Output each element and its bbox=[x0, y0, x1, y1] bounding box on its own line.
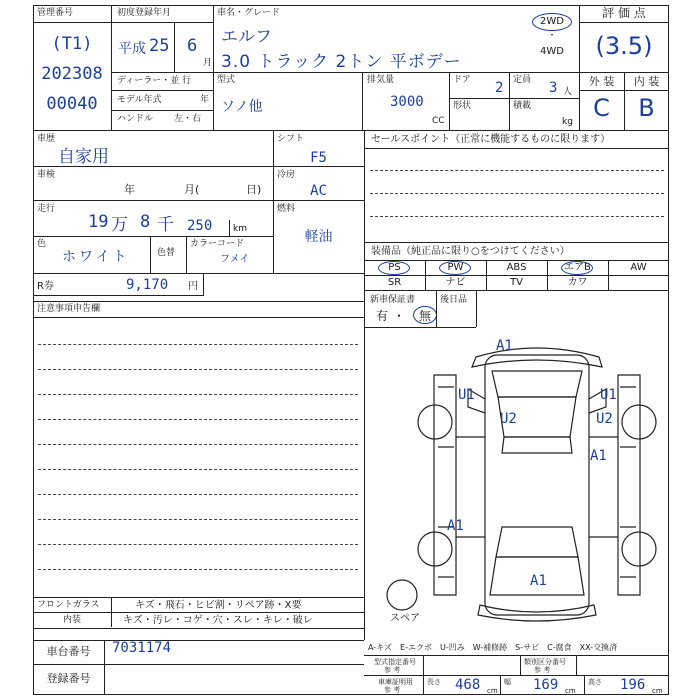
sekisai-unit: kg bbox=[562, 117, 573, 127]
notes-line bbox=[38, 469, 358, 470]
equipment-item: ABS bbox=[506, 262, 527, 273]
shaken-year: 年 bbox=[124, 183, 135, 196]
equipment-item: エアB bbox=[564, 262, 591, 273]
mileage-unit: km bbox=[233, 224, 247, 234]
divider bbox=[213, 72, 579, 73]
divider bbox=[273, 166, 364, 167]
color-code-label: カラーコード bbox=[190, 239, 245, 249]
damage-legend: A-キズ E-エクボ U-凹み W-補修跡 S-サビ C-腐食 XX-交換済 bbox=[368, 643, 618, 652]
interior-value-row: キズ・汚レ・コゲ・穴・スレ・キレ・破レ bbox=[123, 615, 313, 626]
color-code-value: フメイ bbox=[220, 254, 250, 265]
divider bbox=[104, 640, 105, 695]
divider bbox=[449, 72, 450, 130]
divider bbox=[33, 22, 111, 23]
teiin-label: 定員 bbox=[513, 75, 532, 85]
exterior-value: C bbox=[593, 94, 610, 122]
interior-value: B bbox=[638, 94, 655, 122]
divider bbox=[33, 664, 364, 665]
equipment-item: PS bbox=[388, 262, 401, 273]
kanri-num1: 202308 bbox=[41, 64, 103, 84]
irogae-label: 色替 bbox=[157, 248, 176, 258]
dealer-label: ディーラー・並 行 bbox=[117, 76, 192, 86]
damage-mark: A1 bbox=[496, 338, 513, 354]
sanko-1: 参 考 bbox=[384, 666, 401, 674]
ac-label: 冷房 bbox=[277, 170, 296, 180]
shareki-value: 自家用 bbox=[58, 147, 109, 167]
divider bbox=[174, 22, 175, 72]
vehicle-diagram bbox=[364, 327, 669, 640]
score-value: (3.5) bbox=[595, 32, 653, 60]
front-glass-value: キズ・飛石・ヒビ割・リペア跡・X要 bbox=[135, 600, 302, 611]
notes-line bbox=[38, 369, 358, 370]
divider bbox=[33, 200, 273, 201]
month: 6 bbox=[187, 36, 198, 56]
katashiki-label: 型式 bbox=[217, 75, 236, 85]
damage-mark: U1 bbox=[600, 387, 617, 403]
equipment-circle bbox=[378, 261, 410, 275]
teiin-unit: 人 bbox=[563, 87, 573, 97]
ruibetsu-label: 類別区分番号 bbox=[524, 658, 566, 666]
keijo-label: 形状 bbox=[453, 101, 472, 111]
ac-value: AC bbox=[310, 183, 327, 199]
divider bbox=[111, 72, 213, 73]
divider bbox=[362, 72, 363, 130]
divider bbox=[111, 5, 112, 130]
sekisai-label: 積載 bbox=[513, 101, 532, 111]
year-unit: 年 bbox=[200, 95, 210, 105]
r-ken-value: 9,170 bbox=[126, 277, 169, 293]
notes-line bbox=[38, 519, 358, 520]
divider bbox=[33, 640, 364, 641]
length-value: 468 bbox=[455, 677, 481, 693]
notes-line bbox=[38, 544, 358, 545]
warranty-nashi: 無 bbox=[418, 309, 431, 323]
divider bbox=[364, 290, 669, 291]
equipment-item: PW bbox=[447, 262, 464, 273]
sales-line bbox=[370, 216, 664, 217]
notes-line bbox=[38, 394, 358, 395]
divider bbox=[476, 290, 477, 327]
damage-mark: A1 bbox=[590, 448, 607, 464]
aftermarket-label: 後日品 bbox=[440, 295, 468, 305]
equipment-circle bbox=[561, 261, 593, 275]
height-value: 196 bbox=[620, 677, 646, 693]
chassis-value: 7031174 bbox=[112, 640, 172, 656]
divider bbox=[111, 22, 213, 23]
divider bbox=[33, 628, 364, 629]
mileage-man: 万 bbox=[111, 215, 128, 235]
first-reg-label: 初度登録年月 bbox=[117, 8, 172, 18]
divider bbox=[364, 260, 669, 261]
grade: 3.0 トラック 2トン 平ボデー bbox=[221, 52, 462, 72]
divider bbox=[436, 290, 437, 327]
equipment-item: カワ bbox=[567, 277, 588, 288]
shift-label: シフト bbox=[277, 134, 305, 144]
sales-point-label: セールスポイント（正常に機能するものに限ります） bbox=[371, 134, 611, 145]
interior-label: 内 装 bbox=[633, 75, 660, 88]
fuel-label: 燃料 bbox=[277, 204, 296, 214]
divider bbox=[579, 22, 669, 23]
car-name: エルフ bbox=[221, 27, 272, 47]
warranty-label: 新車保証書 bbox=[370, 295, 416, 305]
divider bbox=[33, 166, 273, 167]
displacement-label: 排気量 bbox=[367, 75, 395, 85]
divider bbox=[520, 655, 521, 675]
divider bbox=[273, 200, 364, 201]
divider bbox=[33, 317, 364, 318]
warranty-sep: ・ bbox=[393, 309, 406, 323]
divider bbox=[449, 98, 579, 99]
damage-mark: U2 bbox=[596, 411, 613, 427]
divider bbox=[364, 242, 669, 243]
width-label: 幅 bbox=[504, 678, 511, 686]
handle-label: ハンドル bbox=[117, 114, 154, 124]
divider bbox=[364, 148, 669, 149]
equipment-label: 装備品（純正品に限り○をつけてください） bbox=[371, 246, 570, 257]
divider bbox=[186, 236, 187, 273]
sanko-3: 参 考 bbox=[384, 686, 401, 694]
shaken-label: 車検 bbox=[37, 170, 56, 180]
fuel-value: 軽油 bbox=[304, 229, 333, 245]
chassis-label: 車台番号 bbox=[46, 645, 91, 658]
year: 25 bbox=[149, 36, 170, 56]
mileage-label: 走行 bbox=[37, 204, 56, 214]
divider bbox=[576, 655, 577, 675]
warranty-ari: 有 bbox=[376, 309, 389, 323]
model-year-label: モデル年式 bbox=[117, 95, 162, 105]
kanri-num2: 00040 bbox=[46, 94, 98, 114]
damage-mark: U2 bbox=[500, 411, 517, 427]
notes-label: 注意事項申告欄 bbox=[37, 304, 101, 314]
divider bbox=[111, 90, 213, 91]
mileage-sen-num: 8 bbox=[140, 212, 151, 232]
shift-value: F5 bbox=[310, 150, 327, 166]
divider bbox=[111, 110, 213, 111]
katashiki-value: ソノ他 bbox=[221, 99, 263, 115]
era: 平成 bbox=[118, 41, 146, 57]
width-unit: cm bbox=[565, 687, 576, 695]
notes-line bbox=[38, 569, 358, 570]
name-grade-label: 車名・グレード bbox=[217, 8, 281, 18]
shasho-label: 車庫証明用 bbox=[378, 678, 413, 686]
notes-line bbox=[38, 494, 358, 495]
damage-mark: A1 bbox=[530, 573, 547, 589]
drive-2wd: 2WD bbox=[540, 16, 564, 27]
height-label: 高さ bbox=[588, 678, 602, 686]
door-label: ドア bbox=[453, 75, 471, 85]
drive-dot: ・ bbox=[547, 31, 557, 41]
equipment-item: SR bbox=[387, 277, 402, 288]
kanri-label: 管理番号 bbox=[37, 8, 74, 18]
score-label: 評 価 点 bbox=[602, 6, 646, 20]
mileage-man-num: 19 bbox=[88, 212, 109, 232]
reg-label: 登録番号 bbox=[46, 672, 91, 685]
divider bbox=[33, 597, 364, 598]
length-label: 長さ bbox=[427, 678, 441, 686]
divider bbox=[509, 72, 510, 130]
shaken-day: 日) bbox=[246, 183, 262, 196]
equipment-item: ナビ bbox=[445, 277, 466, 288]
shaken-month: 月( bbox=[184, 183, 200, 196]
divider bbox=[33, 612, 364, 613]
mileage-sen: 千 bbox=[157, 215, 174, 235]
notes-line bbox=[38, 419, 358, 420]
r-ken-unit: 円 bbox=[188, 281, 198, 292]
interior-label-row: 内装 bbox=[62, 615, 81, 625]
sales-line bbox=[370, 193, 664, 194]
front-glass-label: フロントガラス bbox=[37, 600, 100, 610]
divider bbox=[364, 675, 669, 676]
divider bbox=[579, 90, 669, 91]
length-unit: cm bbox=[487, 687, 498, 695]
r-ken-box bbox=[33, 273, 204, 296]
divider bbox=[364, 275, 669, 276]
divider bbox=[584, 675, 585, 695]
r-ken-label: R券 bbox=[37, 281, 54, 292]
damage-mark: U1 bbox=[458, 387, 475, 403]
width-value: 169 bbox=[533, 677, 559, 693]
equipment-item: TV bbox=[510, 277, 523, 288]
divider bbox=[364, 655, 669, 656]
handle-value: 左・右 bbox=[174, 114, 202, 124]
sanko-2: 参 考 bbox=[534, 666, 551, 674]
exterior-label: 外 装 bbox=[588, 75, 615, 88]
notes-line bbox=[38, 344, 358, 345]
divider bbox=[33, 130, 669, 131]
divider bbox=[229, 220, 230, 236]
divider bbox=[33, 301, 364, 302]
katashiki-shitei-label: 型式指定番号 bbox=[374, 658, 416, 666]
color-value: ホワイト bbox=[62, 249, 130, 265]
month-unit: 月 bbox=[203, 58, 213, 68]
notes-line bbox=[38, 444, 358, 445]
drive-4wd: 4WD bbox=[540, 46, 564, 57]
height-unit: cm bbox=[652, 687, 663, 695]
divider bbox=[500, 675, 501, 695]
door-value: 2 bbox=[495, 80, 504, 96]
displacement-unit: CC bbox=[432, 116, 445, 126]
divider bbox=[33, 236, 273, 237]
spare-label: スペア bbox=[390, 613, 420, 624]
equipment-circle bbox=[439, 261, 471, 275]
teiin-value: 3 bbox=[549, 80, 558, 96]
sales-line bbox=[370, 170, 664, 171]
shareki-label: 車歴 bbox=[37, 134, 56, 144]
kanri-t: (T1) bbox=[51, 34, 93, 54]
damage-mark: A1 bbox=[447, 518, 464, 534]
color-label: 色 bbox=[37, 239, 47, 249]
divider bbox=[213, 5, 214, 130]
mileage-rest: 250 bbox=[187, 218, 213, 234]
equipment-item: AW bbox=[630, 262, 647, 273]
displacement-value: 3000 bbox=[390, 94, 424, 110]
divider bbox=[150, 236, 151, 273]
